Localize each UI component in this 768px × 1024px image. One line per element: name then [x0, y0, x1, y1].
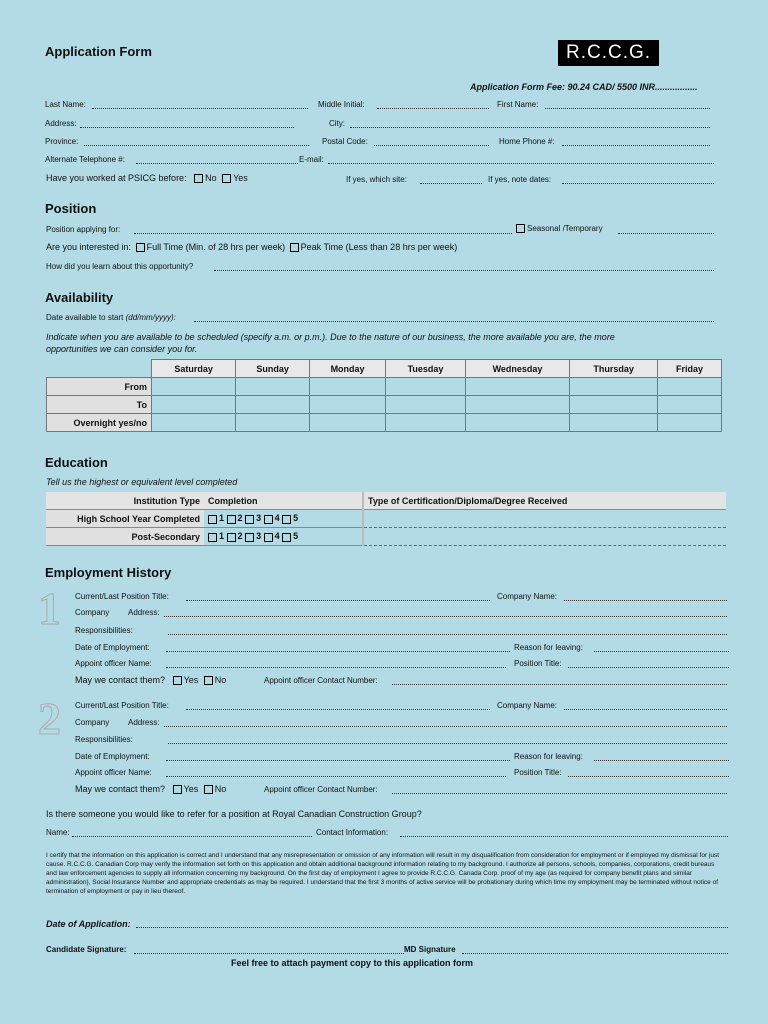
- contact-no-label: No: [214, 675, 227, 685]
- col-completion: Completion: [204, 492, 363, 510]
- position-title-field[interactable]: [568, 667, 729, 668]
- availability-cell[interactable]: [658, 378, 722, 396]
- date-employment-field[interactable]: [166, 651, 510, 652]
- referral-name-label: Name:: [46, 828, 70, 837]
- email-label: E-mail:: [299, 155, 324, 164]
- current-title-field[interactable]: [186, 600, 490, 601]
- postal-code-label: Postal Code:: [322, 137, 368, 146]
- learn-about-label: How did you learn about this opportunity?: [46, 262, 194, 271]
- last-name-field[interactable]: [92, 108, 308, 109]
- worked-yes-checkbox[interactable]: [222, 174, 231, 183]
- contact-no-label: No: [214, 784, 227, 794]
- availability-cell[interactable]: [465, 396, 569, 414]
- worked-before-question: Have you worked at PSICG before: No Yes: [46, 173, 248, 183]
- worked-yes-label: Yes: [233, 173, 248, 183]
- date-start-label: Date available to start (dd/mm/yyyy):: [46, 313, 176, 322]
- application-fee: Application Form Fee: 90.24 CAD/ 5500 INR.................: [470, 82, 698, 92]
- day-header: Monday: [309, 360, 385, 378]
- availability-note-line2: opportunities we can consider you for.: [46, 344, 198, 354]
- first-name-label: First Name:: [497, 100, 539, 109]
- hs-5-checkbox[interactable]: [282, 515, 291, 524]
- responsibilities-field[interactable]: [168, 634, 727, 635]
- contact-yes-label: Yes: [183, 784, 199, 794]
- seasonal-checkbox[interactable]: [516, 224, 525, 233]
- seasonal-label: Seasonal /Temporary: [527, 224, 603, 233]
- position-heading: Position: [45, 201, 97, 216]
- availability-cell[interactable]: [309, 396, 385, 414]
- availability-cell[interactable]: [309, 414, 385, 432]
- contact-no-checkbox[interactable]: [204, 785, 213, 794]
- ps-2-checkbox[interactable]: [227, 533, 236, 542]
- day-header: Thursday: [570, 360, 658, 378]
- hs-completion-options: 1 2 3 4 5: [204, 510, 363, 528]
- company-name-field[interactable]: [564, 600, 727, 601]
- rccg-logo: R.C.C.G.: [558, 40, 659, 66]
- contact-yes-label: Yes: [183, 675, 199, 685]
- col-institution: Institution Type: [46, 492, 204, 510]
- position-title-field[interactable]: [568, 776, 729, 777]
- seasonal-field[interactable]: [618, 233, 714, 234]
- row-post-secondary: Post-Secondary: [46, 528, 204, 546]
- availability-cell[interactable]: [465, 378, 569, 396]
- referral-contact-label: Contact Information:: [316, 828, 389, 837]
- alt-phone-field[interactable]: [136, 163, 298, 164]
- col-certification: Type of Certification/Diploma/Degree Received: [363, 492, 726, 510]
- certification-text: I certify that the information on this application is correct and I understand that any misrepresentation or omission of any information will result in my disqualification from consideration for employment or if employed my dismissal for just cause. R.C.C.G. Canadian Corp may verify the information set forth on this application and obtain additional background information relating to my background. I authorize all persons, schools, companies, corporations, credit bureaus and law enforcement agencies to supply all information concerning my background. On the first day of employment I agree to provide R.C.C.G. Canada Corp. proof of my age (as required for company benefit plans and similar administration), Social Insurance Number and appropriate credentials as may be required. I understand that the first 3 months of active service will be probationary during which time my employment may be terminated without notice of termination of employment or pay in lieu thereof.: [46, 852, 720, 895]
- date-employment-label: Date of Employment:: [75, 752, 150, 761]
- day-header: Wednesday: [465, 360, 569, 378]
- company-label: Company: [75, 718, 110, 727]
- hs-4-checkbox[interactable]: [264, 515, 273, 524]
- company-address-field[interactable]: [164, 616, 727, 617]
- employment-heading: Employment History: [45, 565, 172, 580]
- availability-cell[interactable]: [658, 414, 722, 432]
- middle-initial-field[interactable]: [377, 108, 489, 109]
- md-signature-label: MD Signature: [404, 945, 456, 954]
- position-title-label: Position Title:: [514, 768, 562, 777]
- date-employment-label: Date of Employment:: [75, 643, 150, 652]
- appoint-officer-field[interactable]: [166, 667, 506, 668]
- reason-leaving-field[interactable]: [594, 651, 729, 652]
- company-address-label: Address:: [128, 608, 160, 617]
- date-application-field[interactable]: [136, 927, 728, 928]
- company-name-field[interactable]: [564, 709, 727, 710]
- company-name-label: Company Name:: [497, 701, 558, 710]
- availability-heading: Availability: [45, 290, 114, 305]
- date-application-label: Date of Application:: [46, 919, 131, 929]
- education-subtitle: Tell us the highest or equivalent level completed: [46, 477, 238, 487]
- row-label-overnight: Overnight yes/no: [47, 414, 152, 432]
- reason-leaving-field[interactable]: [594, 760, 729, 761]
- city-label: City:: [329, 119, 345, 128]
- province-label: Province:: [45, 137, 79, 146]
- city-field[interactable]: [350, 127, 710, 128]
- responsibilities-label: Responsibilities:: [75, 735, 133, 744]
- first-name-field[interactable]: [545, 108, 710, 109]
- seasonal-option: [516, 224, 603, 233]
- ps-4-checkbox[interactable]: [264, 533, 273, 542]
- page-title: Application Form: [45, 44, 152, 59]
- entry-number-2: 2: [38, 693, 61, 744]
- current-title-label: Current/Last Position Title:: [75, 592, 169, 601]
- may-contact-question: May we contact them? Yes No: [75, 784, 227, 794]
- may-contact-question: May we contact them? Yes No: [75, 675, 227, 685]
- home-phone-field[interactable]: [562, 145, 710, 146]
- availability-cell[interactable]: [386, 396, 466, 414]
- availability-cell[interactable]: [152, 378, 236, 396]
- note-dates-field[interactable]: [562, 183, 714, 184]
- company-label: Company: [75, 608, 110, 617]
- candidate-signature-label: Candidate Signature:: [46, 945, 127, 954]
- learn-about-field[interactable]: [214, 270, 714, 271]
- row-high-school: High School Year Completed: [46, 510, 204, 528]
- referral-name-field[interactable]: [72, 836, 312, 837]
- worked-no-checkbox[interactable]: [194, 174, 203, 183]
- ps-certification-field[interactable]: [363, 528, 726, 546]
- availability-cell[interactable]: [465, 414, 569, 432]
- email-field[interactable]: [328, 163, 714, 164]
- ps-3-checkbox[interactable]: [245, 533, 254, 542]
- peak-time-checkbox[interactable]: [290, 243, 299, 252]
- availability-cell[interactable]: [658, 396, 722, 414]
- responsibilities-field[interactable]: [168, 743, 727, 744]
- middle-initial-label: Middle Initial:: [318, 100, 365, 109]
- hs-3-checkbox[interactable]: [245, 515, 254, 524]
- peak-time-label: Peak Time (Less than 28 hrs per week): [300, 242, 458, 252]
- row-label-from: From: [47, 378, 152, 396]
- availability-cell[interactable]: [309, 378, 385, 396]
- responsibilities-label: Responsibilities:: [75, 626, 133, 635]
- note-dates-label: If yes, note dates:: [488, 175, 552, 184]
- hs-1-checkbox[interactable]: [208, 515, 217, 524]
- position-applying-field[interactable]: [134, 233, 512, 234]
- full-time-label: Full Time (Min. of 28 hrs per week): [146, 242, 286, 252]
- day-header: Saturday: [152, 360, 236, 378]
- date-start-field[interactable]: [194, 321, 714, 322]
- home-phone-label: Home Phone #:: [499, 137, 555, 146]
- contact-no-checkbox[interactable]: [204, 676, 213, 685]
- last-name-label: Last Name:: [45, 100, 86, 109]
- education-heading: Education: [45, 455, 108, 470]
- availability-cell[interactable]: [570, 378, 658, 396]
- company-address-label: Address:: [128, 718, 160, 727]
- ps-completion-options: 1 2 3 4 5: [204, 528, 363, 546]
- referral-contact-field[interactable]: [400, 836, 728, 837]
- interested-in-question: Are you interested in: Full Time (Min. of 28 hrs per week) Peak Time (Less than 28 hrs per week): [46, 242, 458, 252]
- appoint-officer-field[interactable]: [166, 776, 506, 777]
- contact-yes-checkbox[interactable]: [173, 785, 182, 794]
- day-header: Tuesday: [386, 360, 466, 378]
- availability-cell[interactable]: [152, 396, 236, 414]
- province-field[interactable]: [84, 145, 309, 146]
- contact-yes-checkbox[interactable]: [173, 676, 182, 685]
- position-title-label: Position Title:: [514, 659, 562, 668]
- appoint-officer-label: Appoint officer Name:: [75, 659, 152, 668]
- day-header: Sunday: [236, 360, 310, 378]
- attach-note: Feel free to attach payment copy to this application form: [231, 958, 474, 968]
- ps-5-checkbox[interactable]: [282, 533, 291, 542]
- candidate-signature-field[interactable]: [134, 953, 404, 954]
- alt-phone-label: Alternate Telephone #:: [45, 155, 125, 164]
- officer-contact-label: Appoint officer Contact Number:: [264, 676, 378, 685]
- availability-cell[interactable]: [152, 414, 236, 432]
- current-title-field[interactable]: [186, 709, 490, 710]
- availability-cell[interactable]: [570, 414, 658, 432]
- officer-contact-field[interactable]: [392, 684, 727, 685]
- current-title-label: Current/Last Position Title:: [75, 701, 169, 710]
- which-site-field[interactable]: [420, 183, 482, 184]
- hs-certification-field[interactable]: [363, 510, 726, 528]
- referral-question: Is there someone you would like to refer for a position at Royal Canadian Construction Group?: [46, 809, 422, 819]
- availability-cell[interactable]: [570, 396, 658, 414]
- availability-table: [46, 359, 722, 432]
- ps-1-checkbox[interactable]: [208, 533, 217, 542]
- position-applying-label: Position applying for:: [46, 225, 121, 234]
- entry-number-1: 1: [38, 583, 61, 634]
- appoint-officer-label: Appoint officer Name:: [75, 768, 152, 777]
- availability-cell[interactable]: [236, 378, 310, 396]
- worked-no-label: No: [205, 173, 217, 183]
- officer-contact-field[interactable]: [392, 793, 727, 794]
- hs-2-checkbox[interactable]: [227, 515, 236, 524]
- postal-code-field[interactable]: [374, 145, 489, 146]
- address-field[interactable]: [80, 127, 294, 128]
- reason-leaving-label: Reason for leaving:: [514, 643, 583, 652]
- full-time-checkbox[interactable]: [136, 243, 145, 252]
- officer-contact-label: Appoint officer Contact Number:: [264, 785, 378, 794]
- availability-cell[interactable]: [236, 414, 310, 432]
- address-label: Address:: [45, 119, 77, 128]
- education-table: [46, 492, 726, 546]
- date-employment-field[interactable]: [166, 760, 510, 761]
- row-label-to: To: [47, 396, 152, 414]
- md-signature-field[interactable]: [462, 953, 728, 954]
- availability-corner: [47, 360, 152, 378]
- availability-cell[interactable]: [386, 414, 466, 432]
- reason-leaving-label: Reason for leaving:: [514, 752, 583, 761]
- company-address-field[interactable]: [164, 726, 727, 727]
- company-name-label: Company Name:: [497, 592, 558, 601]
- availability-cell[interactable]: [236, 396, 310, 414]
- which-site-label: If yes, which site:: [346, 175, 407, 184]
- availability-note-line1: Indicate when you are available to be scheduled (specify a.m. or p.m.). Due to the nature of our business, the more available you are, the more: [46, 332, 615, 342]
- availability-cell[interactable]: [386, 378, 466, 396]
- day-header: Friday: [658, 360, 722, 378]
